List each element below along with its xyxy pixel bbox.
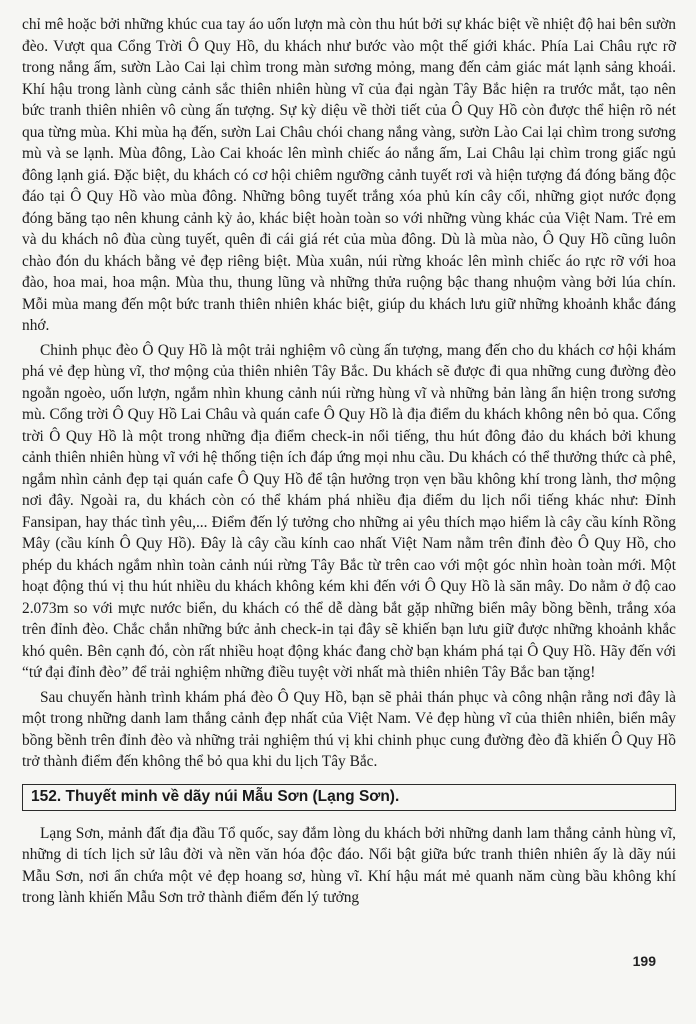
section-heading: 152. Thuyết minh về dãy núi Mẫu Sơn (Lạng Sơn). [31, 787, 400, 805]
page-number: 199 [632, 953, 656, 969]
paragraph-conclusion: Sau chuyến hành trình khám phá đèo Ô Quy Hồ, bạn sẽ phải thán phục và công nhận rằng nơi đây là một trong những danh lam thắng cảnh đẹp nhất của Việt Nam. Vẻ đẹp hùng vĩ của thiên nhiên, biển mây bồng bềnh trên đỉnh đèo và những trải nghiệm thú vị khi chinh phục cung đường đèo đã khiến Ô Quy Hồ trở thành điểm đến không thể bỏ qua khi du lịch Tây Bắc. [22, 688, 676, 770]
paragraph-mau-son-intro: Lạng Sơn, mảnh đất địa đầu Tổ quốc, say đắm lòng du khách bởi những danh lam thắng cảnh hùng vĩ, những di tích lịch sử lâu đời và nền văn hóa độc đáo. Nổi bật giữa bức tranh thiên nhiên ấy là dãy núi Mẫu Sơn, nơi ẩn chứa một vẻ đẹp hoang sơ, hùng vĩ. Khí hậu mát mẻ quanh năm cùng bầu không khí trong lành khiến Mẫu Sơn trở thành điểm đến lý tưởng [22, 824, 676, 906]
page-body [22, 14, 676, 909]
paragraph-continued: chỉ mê hoặc bởi những khúc cua tay áo uốn lượn mà còn thu hút bởi sự khác biệt về nhiệt độ hai bên sườn đèo. Vượt qua Cổng Trời Ô Quy Hồ, du khách như bước vào một thế giới khác. Phía Lai Châu rực rỡ trong nắng ấm, sườn Lào Cai lại chìm trong màn sương mỏng, mang đến cảm giác mát lạnh sảng khoái. Khí hậu trong lành cùng cảnh sắc thiên nhiên hùng vĩ của đại ngàn Tây Bắc hiện ra trước mắt, tạo nên bức tranh thiên nhiên vô cùng ấn tượng. Sự kỳ diệu về thời tiết của Ô Quy Hồ còn được thể hiện rõ nét qua từng mùa. Khi mùa hạ đến, sườn Lai Châu chói chang nắng vàng, sườn Lào Cai lại chìm trong sương mù và se lạnh. Mùa đông, Lào Cai khoác lên mình chiếc áo nắng ấm, Lai Châu lại chìm trong giấc ngủ đông lạnh giá. Đặc biệt, du khách có cơ hội chiêm ngưỡng cảnh tuyết rơi và hiện tượng đá đóng băng độc đáo tại Ô Quy Hồ vào mùa đông. Những bông tuyết trắng xóa phủ kín cây cối, những giọt nước đọng đóng băng tạo nên khung cảnh kỳ ảo, khác biệt hoàn toàn so với những vùng khác của Việt Nam. Trẻ em và du khách nô đùa cùng tuyết, quên đi cái giá rét của mùa đông. Dù là mùa nào, Ô Quy Hồ cũng luôn chào đón du khách bằng vẻ đẹp riêng biệt. Mùa xuân, núi rừng khoác lên mình chiếc áo rực rỡ với hoa đào, hoa mai, hoa mận. Mùa thu, thung lũng và những thửa ruộng bậc thang nhuộm vàng bởi lúa chín. Mỗi mùa mang đến một bức tranh thiên nhiên khác biệt, giúp du khách lưu giữ những khoảnh khắc đáng nhớ. [22, 16, 676, 334]
paragraph-conquer-pass: Chinh phục đèo Ô Quy Hồ là một trải nghiệm vô cùng ấn tượng, mang đến cho du khách cơ hội khám phá vẻ đẹp hùng vĩ, thơ mộng của thiên nhiên Tây Bắc. Du khách sẽ được đi qua những cung đường đèo ngoằn ngoèo, uốn lượn, ngắm nhìn khung cảnh núi rừng hùng vĩ và những bản làng ẩn hiện trong sương mù. Cổng trời Ô Quy Hồ Lai Châu và quán cafe Ô Quy Hồ là địa điểm du khách không nên bỏ qua. Cổng trời Ô Quy Hồ là một trong những địa điểm check-in nổi tiếng, thu hút đông đảo du khách bởi khung cảnh thiên nhiên hùng vĩ với hệ thống tiện ích đáp ứng mọi nhu cầu. Du khách có thể thưởng thức cà phê, ngắm nhìn cảnh đẹp tại quán cafe Ô Quy Hồ để tận hưởng trọn vẹn bầu không khí trong lành, thơ mộng nơi đây. Ngoài ra, du khách còn có thể khám phá nhiều địa điểm du lịch nổi tiếng khác như: Đỉnh Fansipan, hay thác tình yêu,... Điểm đến lý tưởng cho những ai yêu thích mạo hiểm là cây cầu kính Rồng Mây (cầu kính Ô Quy Hồ). Đây là cây cầu kính cao nhất Việt Nam nằm trên đỉnh đèo Ô Quy Hồ, cho phép du khách ngắm nhìn toàn cảnh núi rừng Tây Bắc từ trên cao với một góc nhìn hoàn toàn mới. Một hoạt động thú vị thu hút nhiều du khách không kém khi đến với Ô Quy Hồ là săn mây. Do nằm ở độ cao 2.073m so với mực nước biển, du khách có thể dễ dàng bắt gặp những biển mây bồng bềnh, trắng xóa trên đỉnh đèo. Chắc chắn những bức ảnh check-in tại đây sẽ khiến bạn lưu giữ được những khoảnh khắc khó quên. Bên cạnh đó, còn rất nhiều hoạt động khác đang chờ bạn khám phá tại Ô Quy Hồ. Hãy đến với “tứ đại đỉnh đèo” để trải nghiệm những điều tuyệt vời nhất mà thiên nhiên Tây Bắc ban tặng! [22, 341, 676, 681]
section-heading-box [22, 784, 676, 811]
